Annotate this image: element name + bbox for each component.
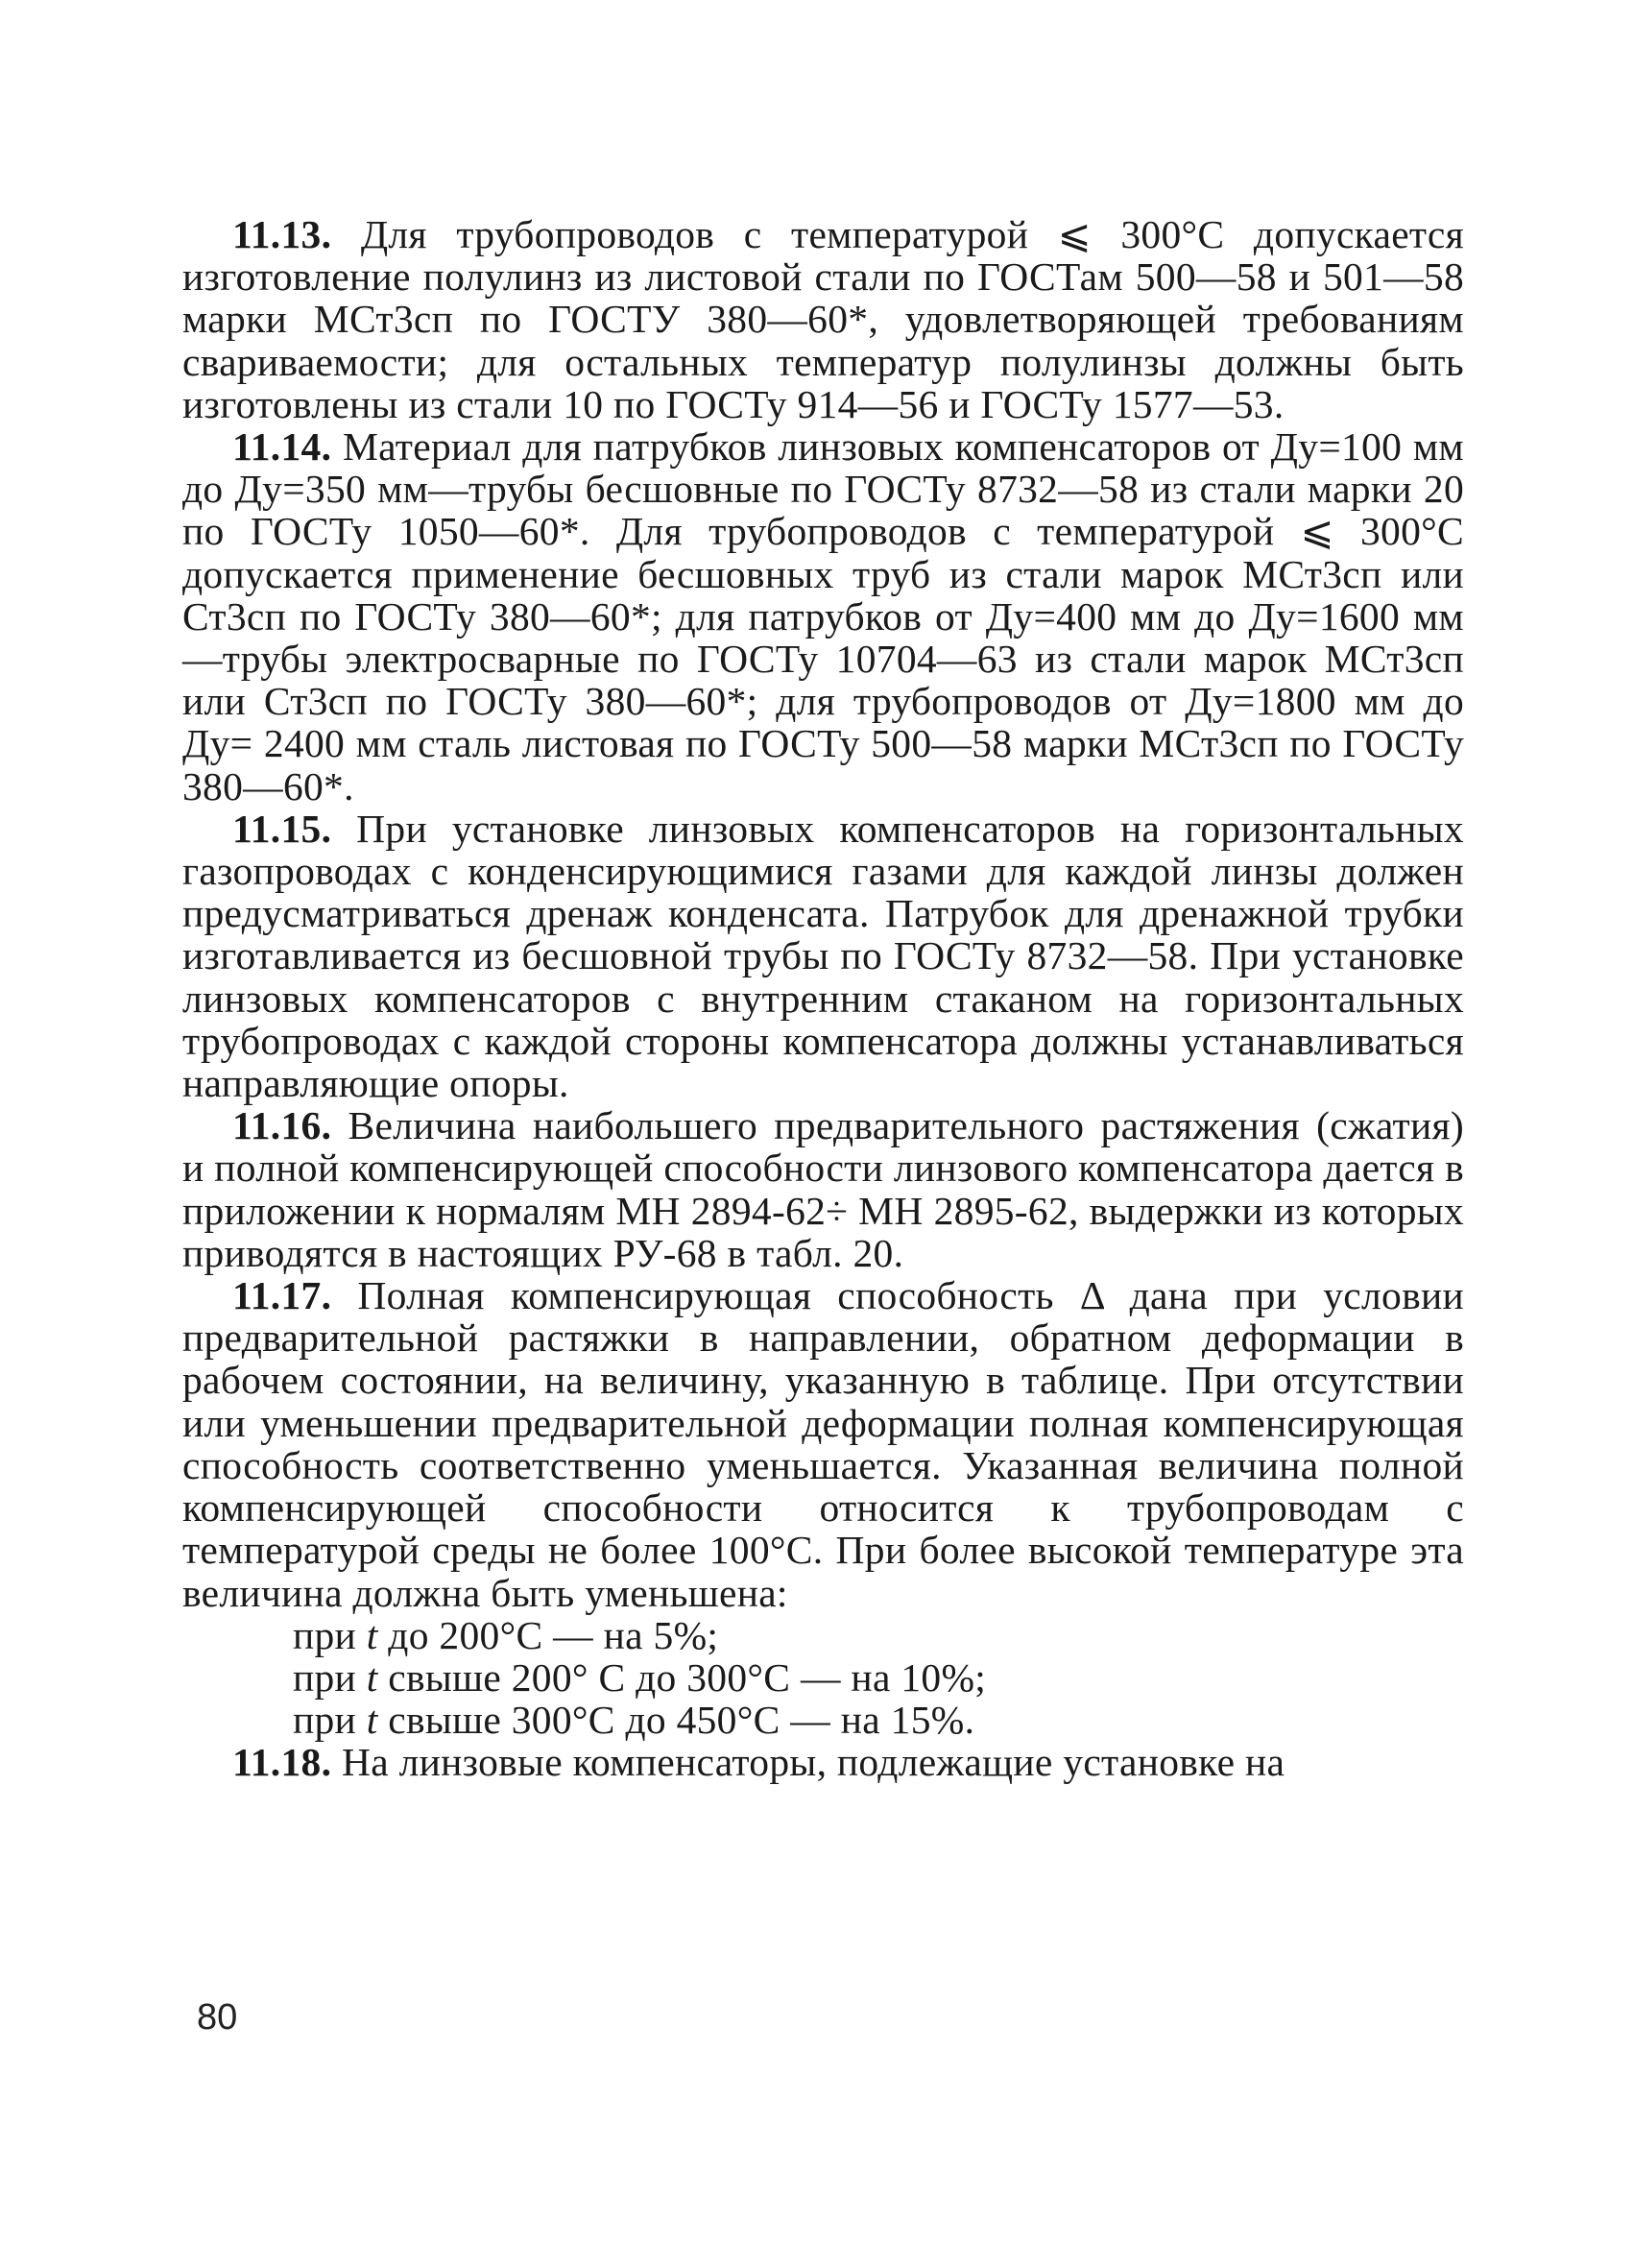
paragraph-text: Величина наибольшего предварительного растяжения (сжатия) и полной компенсирующей способности линзового компенсатора дается в приложении к нормалям МН 2894-62÷ МН 2895-62, выдержки из которых приводятся в настоящих РУ-68 в табл. 20. [182,1103,1464,1275]
list-item: при t свыше 200° С до 300°С — на 10%; [293,1654,987,1700]
clause-number: 11.18. [232,1740,332,1785]
paragraph-11-18 [182,1741,1464,1783]
paragraph-11-15 [182,808,1464,1104]
clause-number: 11.17. [232,1273,332,1318]
clause-number: 11.13. [232,212,332,256]
list-item: при t до 200°С — на 5%; [293,1612,719,1657]
paragraph-text: При установке линзовых компенсаторов на горизонтальных газопроводах с конденсирующимися газами для каждой линзы должен предусматриваться дренаж конденсата. Патрубок для дренажной трубки изготавливается из бесшовной трубы по ГОСТу 8732—58. При установке линзовых компенсаторов с внутренним стаканом на горизонтальных трубопроводах с каждой стороны компенсатора должны устанавливаться направляющие опоры. [182,806,1464,1106]
paragraph-text: На линзовые компенсаторы, подлежащие установке на [341,1740,1285,1785]
paragraph-text: Для трубопроводов с температурой ⩽ 300°С допускается изготовление полулинз из листовой стали по ГОСТам 500—58 и 501—58 марки МСт3сп по ГОСТУ 380—60*, удовлетворяющей требованиям свариваемости; для остальных температур полулинзы должны быть изготовлены из стали 10 по ГОСТу 914—56 и ГОСТу 1577—53. [182,212,1464,426]
paragraph-11-16 [182,1104,1464,1274]
paragraph-11-17 [182,1274,1464,1614]
clause-number: 11.16. [232,1103,332,1148]
clause-number: 11.14. [232,424,332,470]
paragraph-11-13 [182,213,1464,425]
temperature-reduction-list [182,1614,1464,1742]
list-item: при t свыше 300°С до 450°С — на 15%. [293,1698,975,1743]
paragraph-11-14 [182,425,1464,808]
document-body [182,213,1464,1784]
page-number: 80 [197,1997,238,2038]
paragraph-text: Полная компенсирующая способность Δ дана при условии предварительной растяжки в направлении, обратном деформации в рабочем состоянии, на величину, указанную в таблице. При отсутствии или уменьшении предварительной деформации полная компенсирующая способность соответственно уменьшается. Указанная величина полной компенсирующей способности относится к трубопроводам с температурой среды не более 100°С. При более высокой температуре эта величина должна быть уменьшена: [182,1273,1464,1615]
clause-number: 11.15. [232,806,332,851]
paragraph-text: Материал для патрубков линзовых компенсаторов от Ду=100 мм до Ду=350 мм—трубы бесшовные по ГОСТу 8732—58 из стали марки 20 по ГОСТу 1050—60*. Для трубопроводов с температурой ⩽ 300°С допускается применение бесшовных труб из стали марок МСт3сп или Ст3сп по ГОСТу 380—60*; для патрубков от Ду=400 мм до Ду=1600 мм —трубы электросварные по ГОСТу 10704—63 из стали марок МСт3сп или Ст3сп по ГОСТу 380—60*; для трубопроводов от Ду=1800 мм до Ду= 2400 мм сталь листовая по ГОСТу 500—58 марки МСт3сп по ГОСТу 380—60*. [182,424,1464,808]
